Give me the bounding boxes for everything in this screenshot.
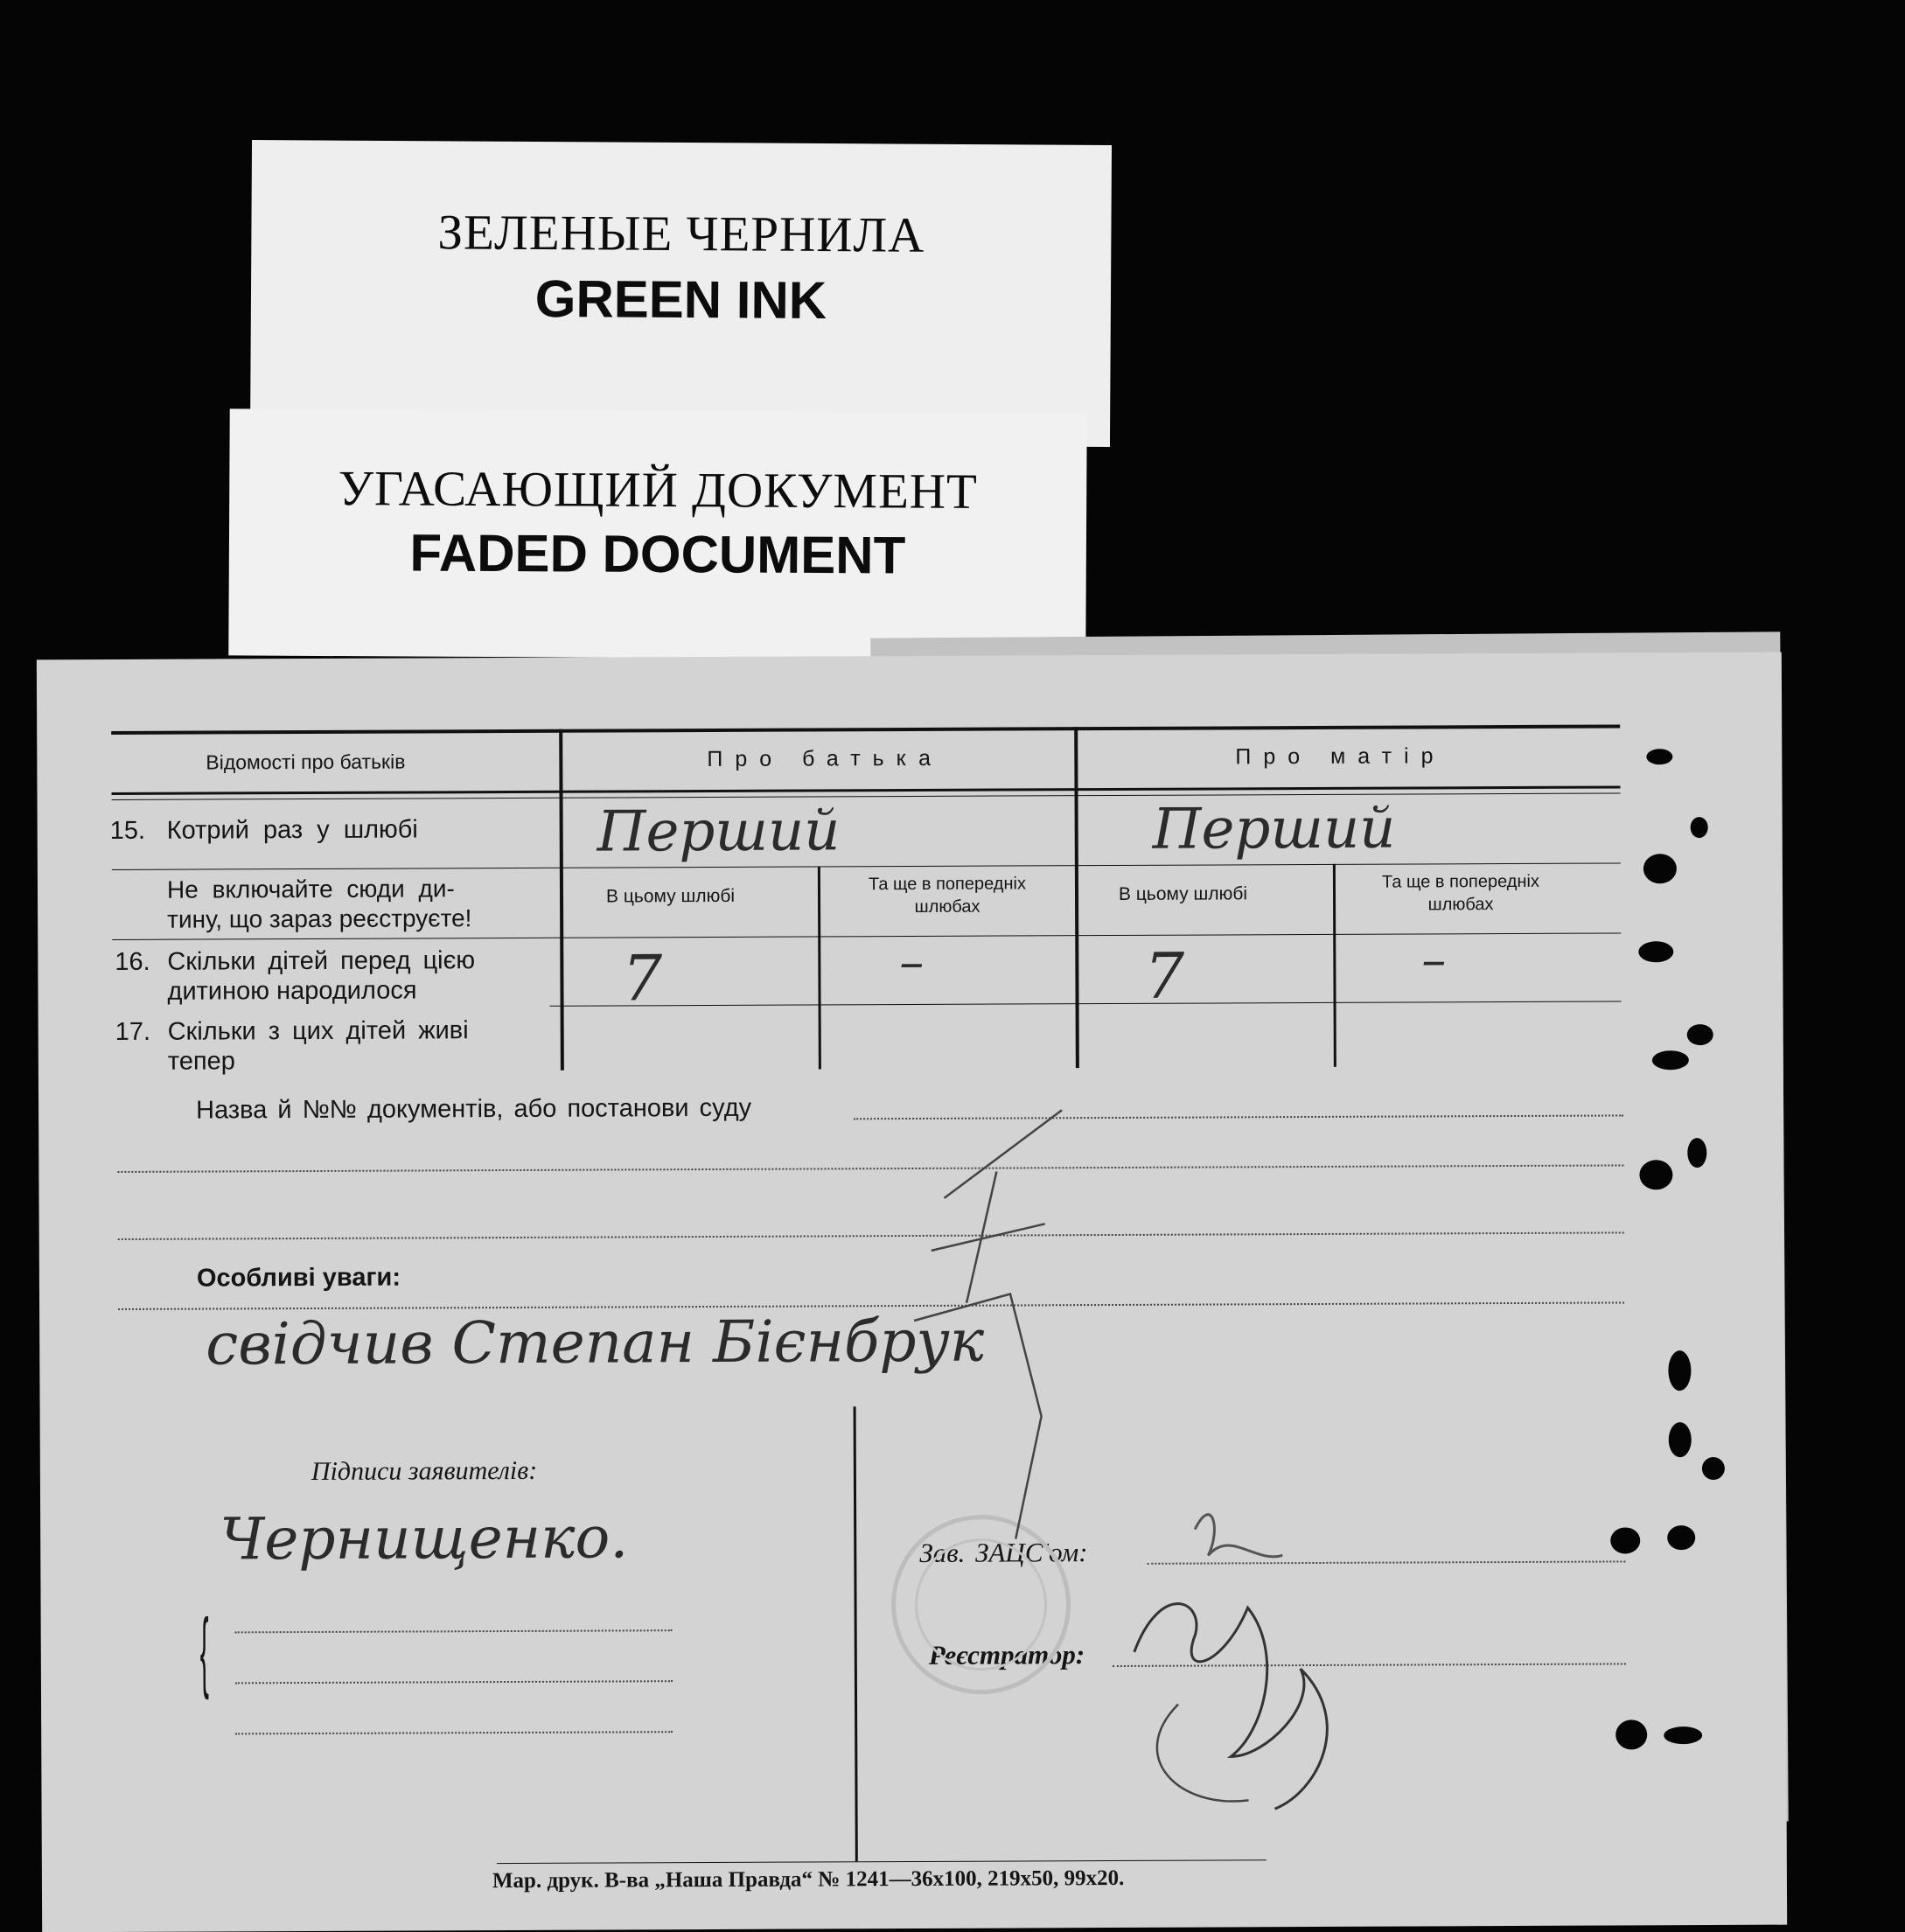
row16-number: 16. — [115, 947, 150, 976]
binding-hole — [1702, 1457, 1725, 1480]
father-in-this-marriage: В цьому шлюбі — [605, 885, 736, 907]
faded-document-label-ru: УГАСАЮЩИЙ ДОКУМЕНТ — [338, 461, 979, 520]
registry-head-label: Зав. ЗАЦС'ом: — [919, 1537, 1088, 1568]
binding-hole — [1664, 1726, 1702, 1744]
binding-hole — [1643, 854, 1677, 883]
row17-line-1: Скільки з цих дітей живі — [167, 1016, 469, 1046]
row16-father-previous: – — [899, 933, 925, 992]
note-line-1: Не включайте сюди ди- — [166, 875, 455, 903]
mother-prev-line-2: шлюбах — [1427, 895, 1494, 915]
binding-hole — [1667, 1525, 1695, 1550]
printer-footer: Мар. друк. В-ва „Наша Правда“ № 1241—36х100, 219х50, 99х20. — [492, 1866, 1125, 1894]
note-line-2: тину, що зараз реєструєте! — [167, 904, 472, 933]
row15-label: Котрий раз у шлюбі — [166, 815, 418, 845]
father-prev-line-1: Та ще в попередніх — [868, 874, 1026, 895]
binding-hole — [1669, 1422, 1692, 1457]
row16-father-this-marriage: 7 — [622, 941, 663, 1015]
row17-number: 17. — [115, 1017, 151, 1046]
row15-number: 15. — [109, 816, 146, 845]
header-about-mother: Про матір — [1235, 743, 1446, 770]
binding-hole — [1687, 1024, 1713, 1045]
row17-line-2: тепер — [167, 1047, 235, 1076]
binding-hole — [1652, 1050, 1689, 1070]
faded-document-label-card — [228, 408, 1086, 659]
green-ink-label-ru: ЗЕЛЕНЫЕ ЧЕРНИЛА — [437, 205, 925, 263]
binding-hole — [1610, 1527, 1640, 1553]
binding-hole — [1615, 1719, 1647, 1749]
mother-in-this-marriage: В цьому шлюбі — [1118, 883, 1248, 904]
binding-hole — [1639, 1160, 1672, 1189]
documents-label: Назва й №№ документів, або постанови суду — [196, 1093, 752, 1125]
applicant-signature: Чернищенко. — [220, 1503, 629, 1573]
row15-father-handwritten: Перший — [597, 799, 841, 865]
faded-stamp-and-signatures — [37, 652, 1787, 1932]
header-parents-info: Відомості про батьків — [206, 750, 406, 774]
applicants-signatures-label: Підписи заявителів: — [311, 1455, 538, 1486]
mother-prev-line-1: Та ще в попередніх — [1381, 871, 1539, 892]
faded-document-label-en: FADED DOCUMENT — [409, 523, 906, 585]
binding-hole — [1646, 749, 1672, 764]
binding-hole — [1668, 1350, 1691, 1391]
special-notes-label: Особливі уваги: — [196, 1263, 401, 1293]
green-ink-label-card — [250, 140, 1112, 447]
row16-mother-previous: – — [1421, 931, 1447, 989]
father-prev-line-2: шлюбах — [914, 896, 980, 917]
binding-hole — [1687, 1138, 1706, 1168]
binding-hole — [1691, 817, 1708, 838]
binding-hole — [1638, 941, 1673, 962]
registrar-label: Реєстратор: — [928, 1639, 1085, 1670]
row16-line-1: Скільки дітей перед цією — [167, 946, 476, 976]
row16-line-2: дитиною народилося — [167, 976, 417, 1006]
row15-mother-handwritten: Перший — [1152, 796, 1396, 862]
row16-mother-this-marriage: 7 — [1144, 938, 1185, 1013]
civil-registry-form-sheet — [37, 652, 1787, 1932]
green-ink-label-en: GREEN INK — [534, 269, 827, 331]
applicants-bracket: { — [199, 1603, 210, 1702]
header-about-father: Про батька — [707, 745, 944, 772]
special-notes-handwritten: свідчив Степан Бієнбрук — [206, 1307, 985, 1378]
